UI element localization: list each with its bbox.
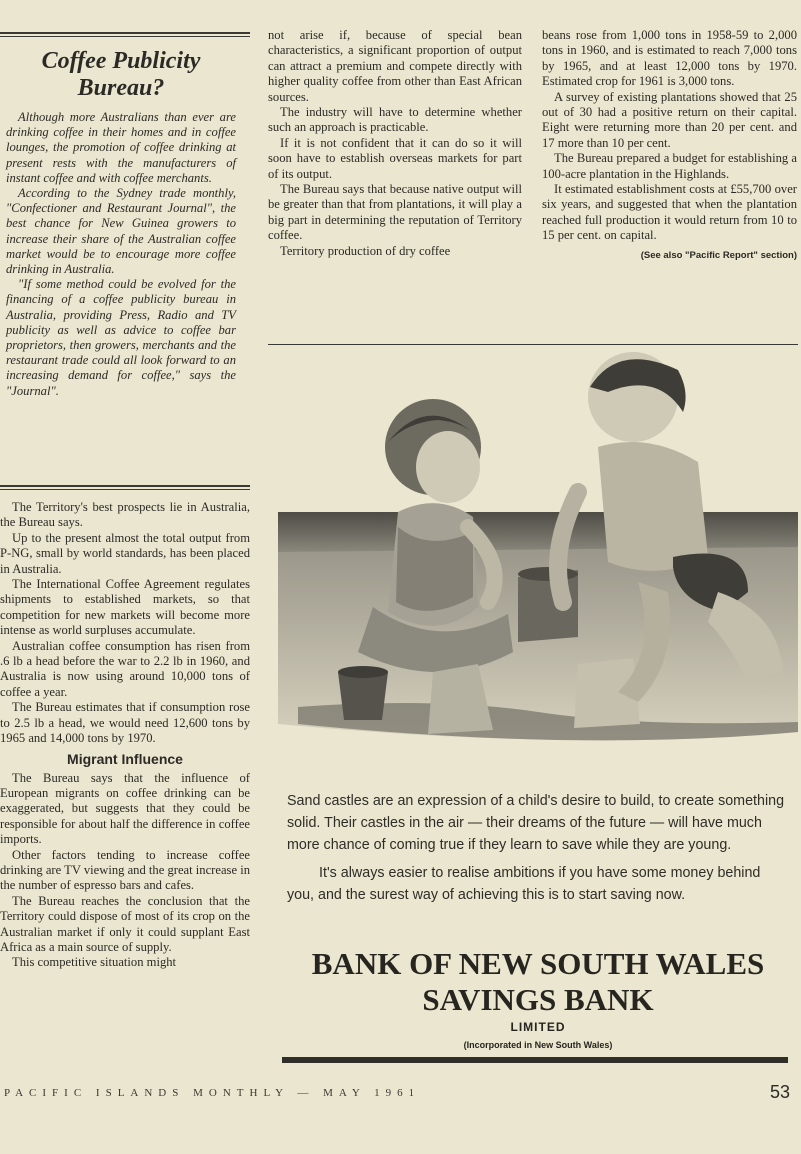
right-paragraph: It estimated establishment costs at £55,700 over six years, and suggested that when the plantation reached full production it would return from 10 to 15 per cent. on capital. — [542, 182, 797, 243]
page-number: 53 — [770, 1082, 791, 1102]
left-column — [0, 500, 250, 971]
left-paragraph: The Bureau reaches the conclusion that the Territory could dispose of most of its crop on the Australian market if only it could supplant East Africa as a main source of supply. — [0, 893, 250, 954]
middle-paragraph: The industry will have to determine whether such an approach is practicable. — [268, 105, 522, 135]
see-also-note: (See also "Pacific Report" section) — [640, 249, 797, 261]
bank-subname: SAVINGS BANK — [422, 982, 654, 1017]
box-paragraph: According to the Sydney trade monthly, "Confectioner and Restaurant Journal", the best chance for New Guinea growers to increase their share of the Australian coffee market would be to encourage more coffee drinking in Australia. — [6, 186, 236, 277]
left-paragraph: This competitive situation might — [12, 955, 177, 970]
box-paragraph: Although more Australians than ever are drinking coffee in their homes and in coffee lounges, the promotion of coffee drinking at present rests with the manufacturers of instant coffee and with coffee merchants. — [6, 110, 236, 185]
box-paragraph: "If some method could be evolved for the financing of a coffee publicity bureau in Australia, providing Press, Radio and TV publicity as well as advice to coffee bar proprietors, then growers, merchants and the restaurant trade could all look forward to an increasing demand for coffee," says the "Journal". — [6, 277, 236, 398]
box-bottom-rule — [0, 485, 250, 490]
photo-illustration — [278, 352, 798, 772]
left-paragraph: The International Coffee Agreement regulates shipments to established markets, so that competition for new markets will become more intense as world surpluses accumulate. — [0, 577, 250, 638]
right-paragraph: beans rose from 1,000 tons in 1958-59 to 2,000 tons in 1960, and is estimated to reach 7,000 tons by 1965, and at least 12,000 tons by 1970. Estimated crop for 1961 is 3,000 tons. — [542, 28, 797, 89]
right-paragraph: A survey of existing plantations showed that 25 out of 30 had a positive return on their capital. Eight were returning more than 20 per cent. and 17 more than 10 per cent. — [542, 89, 797, 150]
bank-name-block — [278, 946, 798, 1050]
subhead-migrant-influence: Migrant Influence — [67, 750, 183, 767]
running-footer: PACIFIC ISLANDS MONTHLY — MAY 1961 — [4, 1087, 421, 1099]
middle-paragraph: Territory production of dry coffee — [280, 243, 451, 258]
ad-bottom-bar — [282, 1057, 788, 1063]
article-ad-divider — [268, 344, 798, 345]
ad-copy — [287, 790, 787, 912]
left-paragraph: The Territory's best prospects lie in Australia, the Bureau says. — [0, 500, 250, 530]
middle-paragraph: If it is not confident that it can do so it will soon have to establish overseas markets for part of its output. — [268, 135, 522, 181]
box-text — [6, 110, 236, 399]
left-paragraph: Australian coffee consumption has risen from .6 lb a head before the war to 2.2 lb in 1960, and Australia is now using around 10,000 tons of coffee a year. — [0, 638, 250, 699]
ad-photo-children-sandcastle — [278, 352, 798, 772]
box-top-rule — [0, 32, 250, 37]
bank-name: BANK OF NEW SOUTH WALES — [311, 946, 765, 981]
ad-paragraph-2: It's always easier to realise ambitions if you have some money behind you, and the surest way of achieving this is to start saving now. — [287, 865, 761, 903]
left-paragraph: The Bureau estimates that if consumption rose to 2.5 lb a head, we would need 12,600 tons by 1965 and 14,000 tons by 1970. — [0, 700, 250, 746]
right-paragraph: The Bureau prepared a budget for establishing a 100-acre plantation in the Highlands. — [542, 151, 797, 181]
box-title: Coffee Publicity Bureau? — [41, 48, 201, 101]
coffee-box — [6, 48, 236, 399]
middle-column — [268, 28, 522, 259]
middle-paragraph: The Bureau says that because native output will be greater than that from plantations, it will play a big part in determining the reputation of Territory coffee. — [268, 182, 522, 243]
middle-paragraph: not arise if, because of special bean characteristics, a significant proportion of output can attract a premium and compete directly with higher quality coffee from other than East African sources. — [268, 28, 522, 104]
bank-incorporated: (Incorporated in New South Wales) — [463, 1040, 613, 1050]
left-paragraph: Other factors tending to increase coffee drinking are TV viewing and the great increase in the number of espresso bars and cafes. — [0, 847, 250, 893]
left-paragraph: The Bureau says that the influence of European migrants on coffee drinking can be exaggerated, but suggests that they could be responsible for about half the difference in coffee imports. — [0, 770, 250, 847]
ad-paragraph-1: Sand castles are an expression of a child's desire to build, to create something solid. Their castles in the air — their dreams of the future — will have much more chance of coming true if they learn to save while they are young. — [287, 793, 785, 853]
left-paragraph: Up to the present almost the total output from P-NG, small by world standards, has been placed in Australia. — [0, 530, 250, 576]
bank-limited: LIMITED — [510, 1020, 566, 1034]
right-column — [542, 28, 797, 263]
